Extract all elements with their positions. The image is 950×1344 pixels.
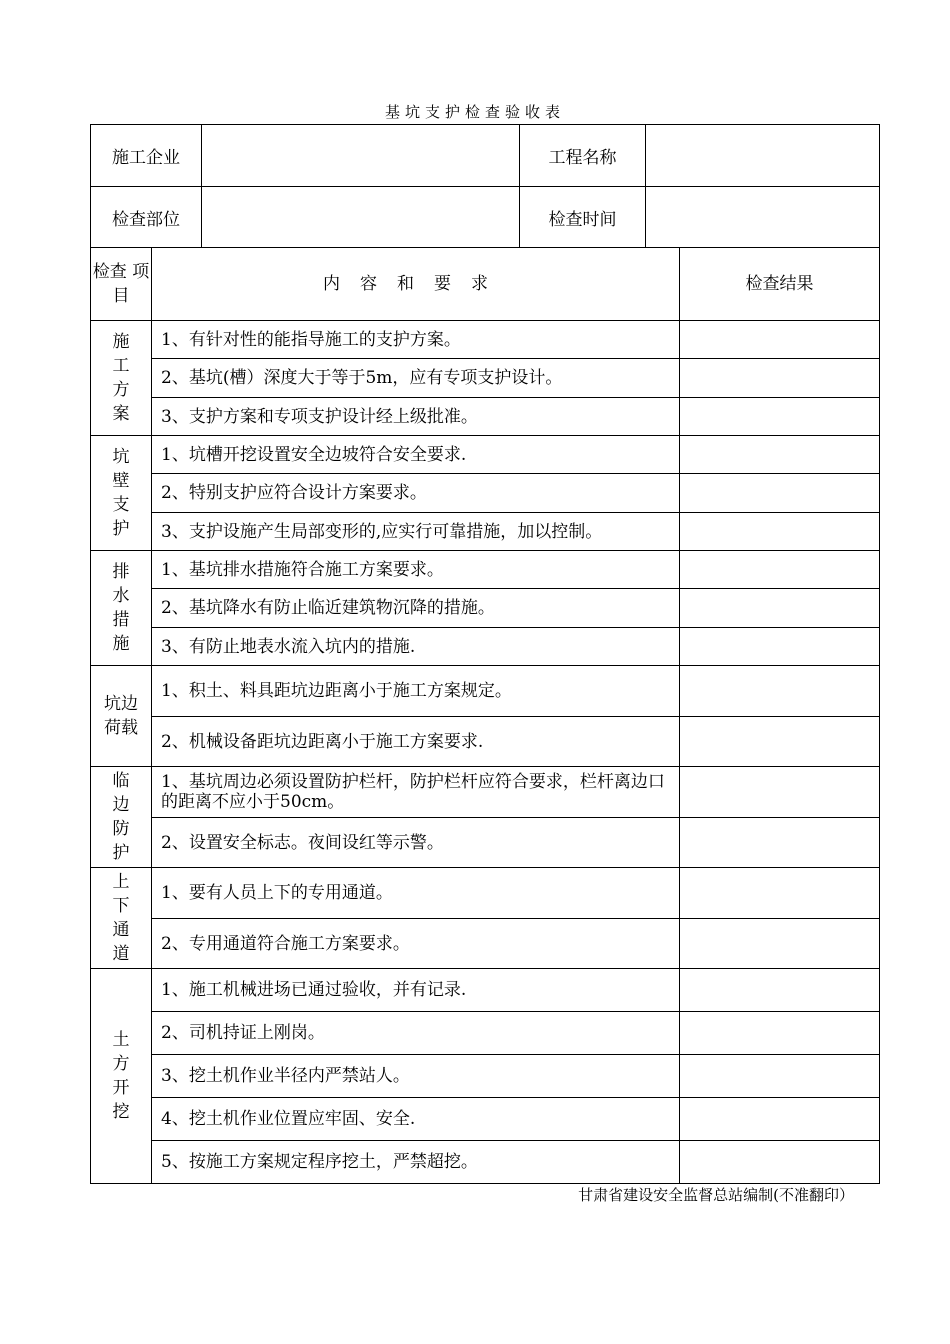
requirement-cell: 2、基坑(槽）深度大于等于5m，应有专项支护设计。 <box>152 359 680 398</box>
requirement-cell: 1、要有人员上下的专用通道。 <box>152 868 680 919</box>
requirement-cell: 5、按施工方案规定程序挖土，严禁超挖。 <box>152 1141 680 1184</box>
result-cell[interactable] <box>680 767 880 818</box>
result-cell[interactable] <box>680 1055 880 1098</box>
table-row <box>91 1141 880 1184</box>
table-row <box>91 767 880 818</box>
footer-note: 甘肃省建设安全监督总站编制(不准翻印） <box>578 1186 854 1204</box>
inspection-items-table <box>90 247 880 1184</box>
requirement-cell: 3、支护方案和专项支护设计经上级批准。 <box>152 398 680 436</box>
result-cell[interactable] <box>680 436 880 474</box>
table-row <box>91 969 880 1012</box>
requirement-cell: 1、施工机械进场已通过验收，并有记录. <box>152 969 680 1012</box>
table-row <box>91 818 880 868</box>
table-row <box>91 1012 880 1055</box>
table-row <box>91 919 880 969</box>
requirement-cell: 2、司机持证上刚岗。 <box>152 1012 680 1055</box>
requirement-cell: 1、有针对性的能指导施工的支护方案。 <box>152 321 680 359</box>
result-cell[interactable] <box>680 1012 880 1055</box>
requirement-cell: 4、挖土机作业位置应牢固、安全. <box>152 1098 680 1141</box>
result-cell[interactable] <box>680 919 880 969</box>
result-cell[interactable] <box>680 628 880 666</box>
table-row <box>91 628 880 666</box>
result-cell[interactable] <box>680 551 880 589</box>
category-cell: 临 边 防 护 <box>91 767 152 868</box>
result-column-header: 检查结果 <box>680 248 880 321</box>
requirement-cell: 3、支护设施产生局部变形的,应实行可靠措施，加以控制。 <box>152 513 680 551</box>
result-cell[interactable] <box>680 321 880 359</box>
inspection-time-label: 检查时间 <box>520 187 646 248</box>
table-row <box>91 1055 880 1098</box>
requirement-cell: 2、机械设备距坑边距离小于施工方案要求. <box>152 717 680 767</box>
project-name-field[interactable] <box>646 125 880 187</box>
table-row <box>91 359 880 398</box>
result-cell[interactable] <box>680 589 880 628</box>
result-cell[interactable] <box>680 666 880 717</box>
category-cell: 坑边 荷载 <box>91 666 152 767</box>
requirement-cell: 1、积土、料具距坑边距离小于施工方案规定。 <box>152 666 680 717</box>
category-cell: 土 方 开 挖 <box>91 969 152 1184</box>
result-cell[interactable] <box>680 398 880 436</box>
requirement-cell: 1、坑槽开挖设置安全边坡符合安全要求. <box>152 436 680 474</box>
category-cell: 上 下 通 道 <box>91 868 152 969</box>
company-field[interactable] <box>202 125 520 187</box>
project-name-label: 工程名称 <box>520 125 646 187</box>
requirement-cell: 2、基坑降水有防止临近建筑物沉降的措施。 <box>152 589 680 628</box>
table-row <box>91 398 880 436</box>
inspection-location-field[interactable] <box>202 187 520 248</box>
company-label: 施工企业 <box>91 125 202 187</box>
category-cell: 坑 壁 支 护 <box>91 436 152 551</box>
result-cell[interactable] <box>680 868 880 919</box>
requirement-cell: 1、基坑周边必须设置防护栏杆，防护栏杆应符合要求，栏杆离边口的距离不应小于50cm。 <box>152 767 680 818</box>
table-row <box>91 551 880 589</box>
header-info-table <box>90 124 880 248</box>
category-cell: 施 工 方 案 <box>91 321 152 436</box>
result-cell[interactable] <box>680 1141 880 1184</box>
table-row <box>91 589 880 628</box>
table-row <box>91 666 880 717</box>
table-row <box>91 436 880 474</box>
result-cell[interactable] <box>680 513 880 551</box>
requirement-cell: 2、专用通道符合施工方案要求。 <box>152 919 680 969</box>
table-row <box>91 321 880 359</box>
table-row <box>91 1098 880 1141</box>
result-cell[interactable] <box>680 717 880 767</box>
requirement-cell: 2、设置安全标志。夜间设红等示警。 <box>152 818 680 868</box>
inspection-time-field[interactable] <box>646 187 880 248</box>
requirement-cell: 3、有防止地表水流入坑内的措施. <box>152 628 680 666</box>
category-cell: 排 水 措 施 <box>91 551 152 666</box>
result-cell[interactable] <box>680 818 880 868</box>
result-cell[interactable] <box>680 359 880 398</box>
table-row <box>91 474 880 513</box>
content-column-header: 内容和要求 <box>152 248 680 321</box>
requirement-cell: 1、基坑排水措施符合施工方案要求。 <box>152 551 680 589</box>
column-header-row <box>91 248 880 321</box>
table-row <box>91 513 880 551</box>
result-cell[interactable] <box>680 1098 880 1141</box>
inspection-location-label: 检查部位 <box>91 187 202 248</box>
requirement-cell: 2、特别支护应符合设计方案要求。 <box>152 474 680 513</box>
requirement-cell: 3、挖土机作业半径内严禁站人。 <box>152 1055 680 1098</box>
page-title: 基坑支护检查验收表 <box>384 103 565 121</box>
table-row <box>91 868 880 919</box>
table-row <box>91 717 880 767</box>
result-cell[interactable] <box>680 474 880 513</box>
result-cell[interactable] <box>680 969 880 1012</box>
item-column-header: 检查 项目 <box>91 248 152 321</box>
